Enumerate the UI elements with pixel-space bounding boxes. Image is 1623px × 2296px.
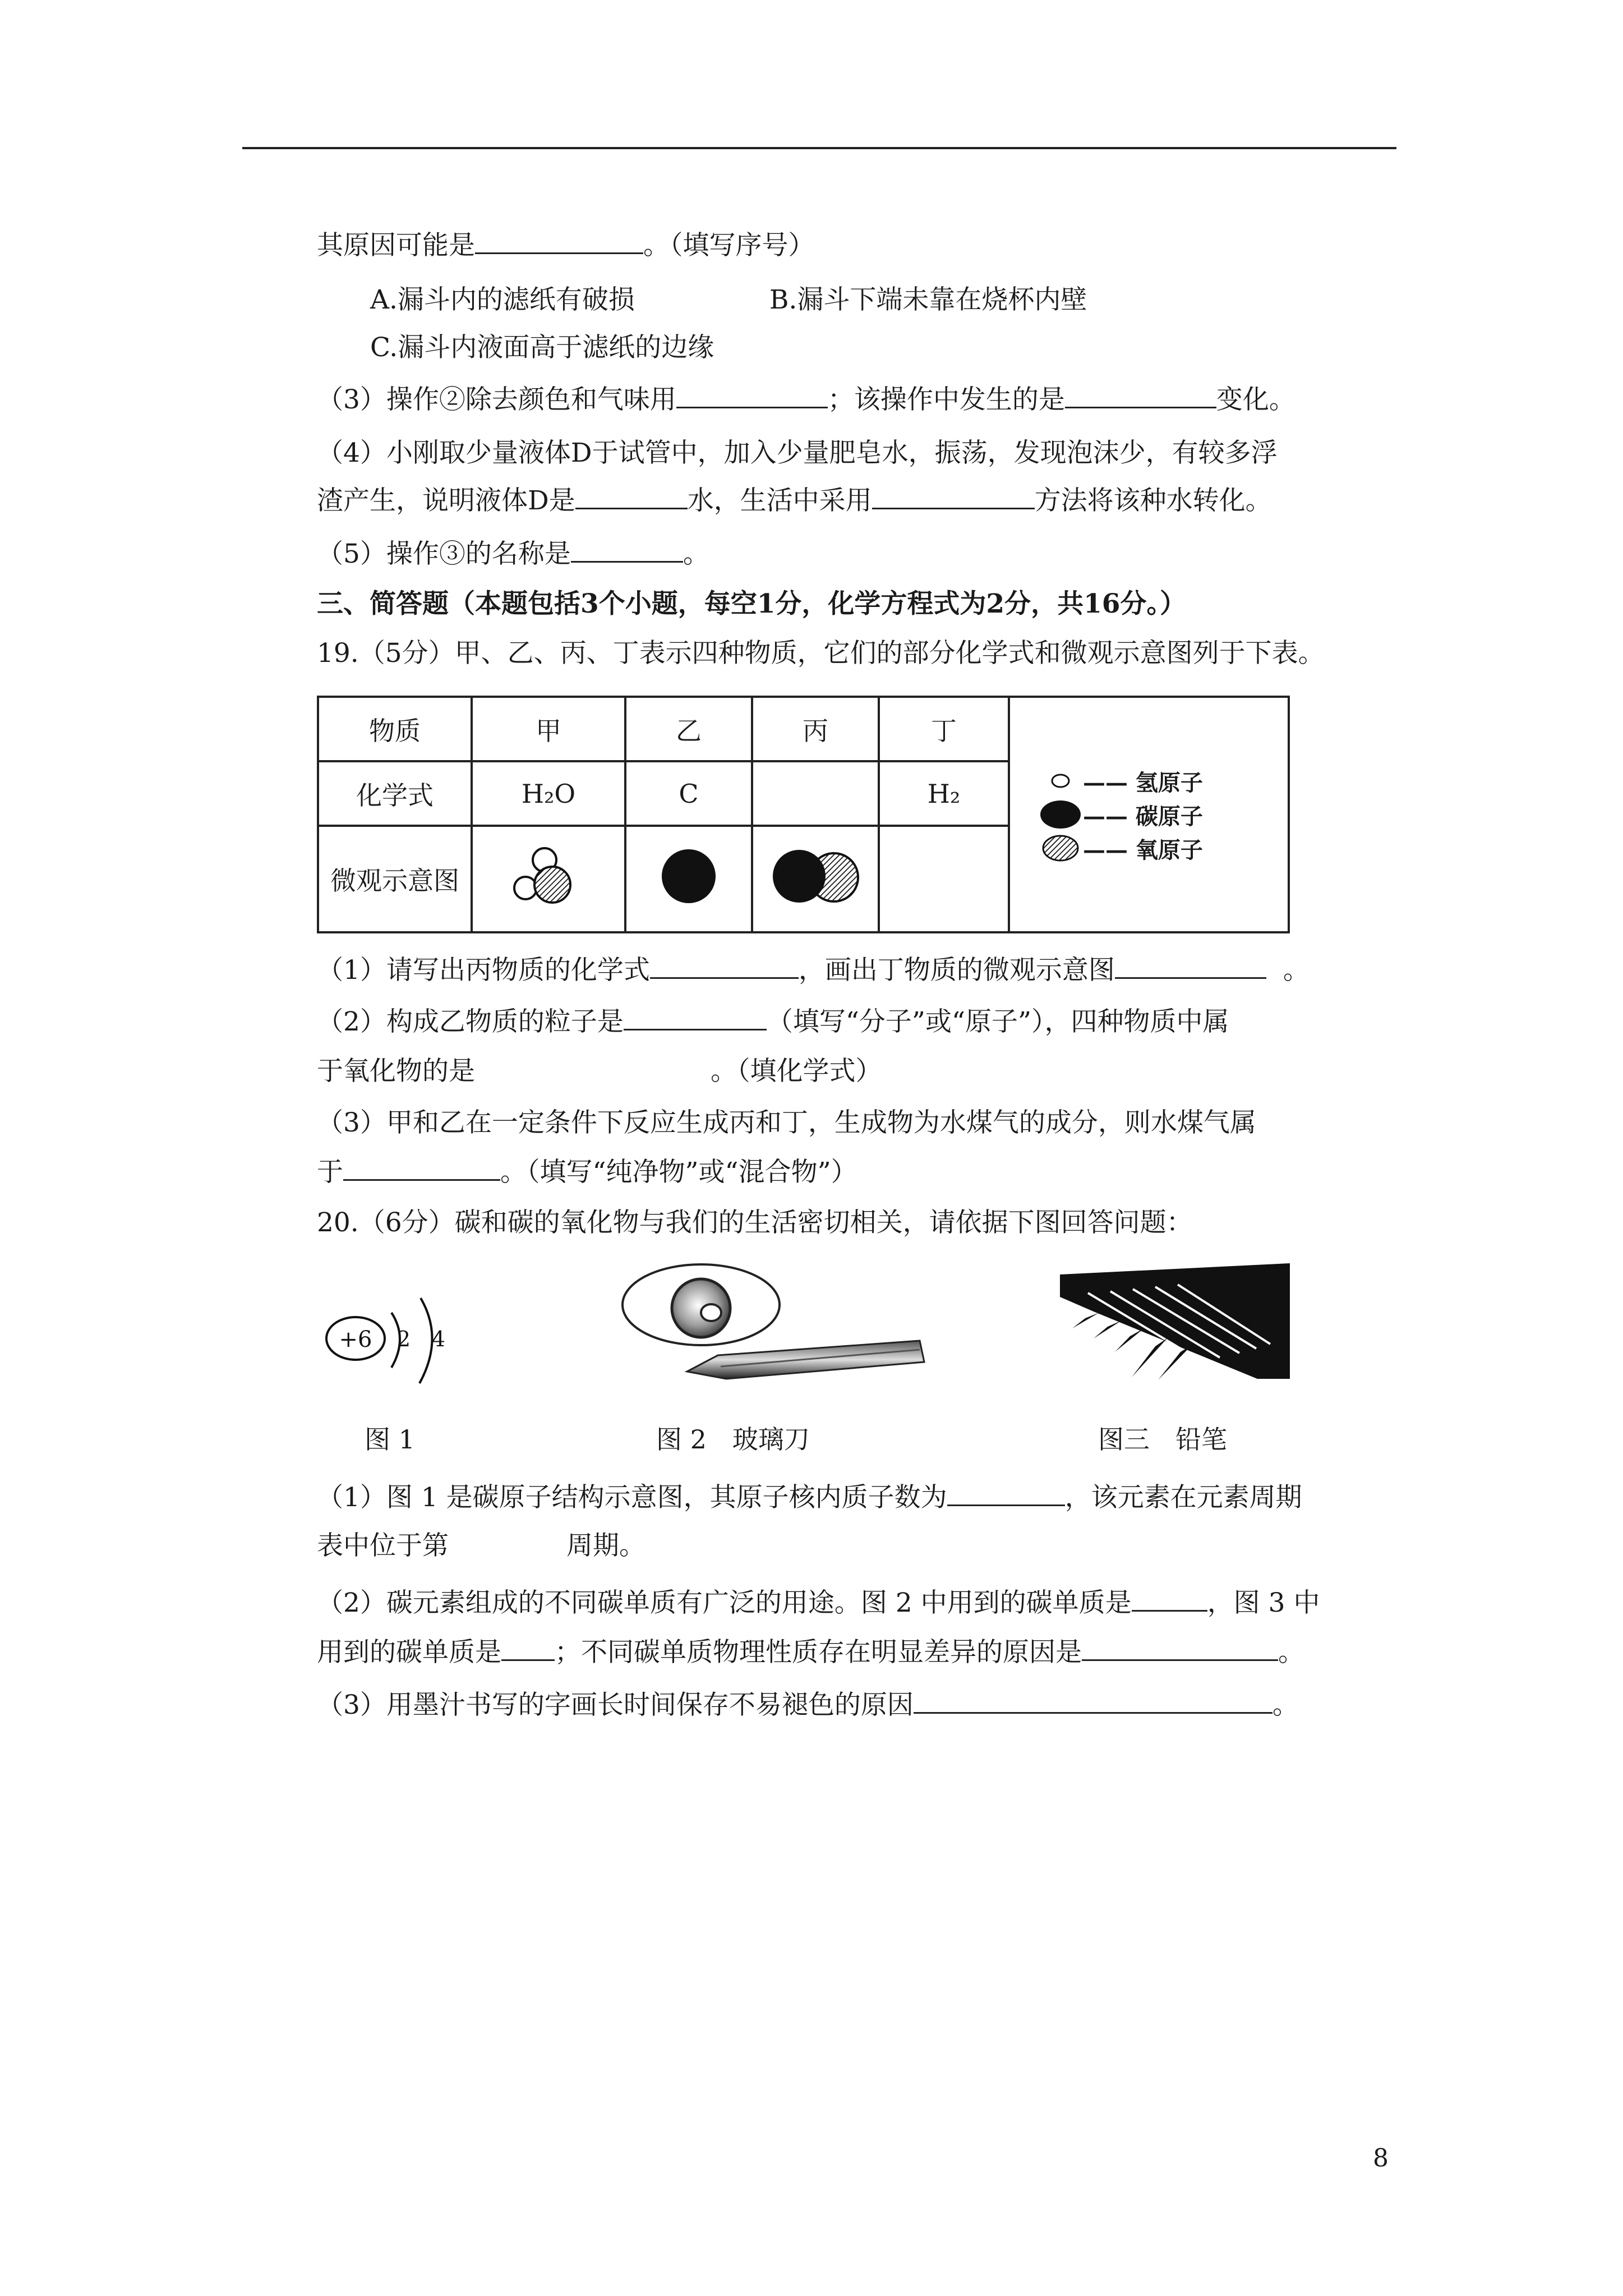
nucleus-charge: +6 xyxy=(339,1327,372,1352)
header-micro-diagram: 微观示意图 xyxy=(318,826,472,932)
carbon-atom-icon xyxy=(1038,799,1083,830)
answer-blank[interactable] xyxy=(501,1637,555,1661)
legend-oxygen: —— 氧原子 xyxy=(1038,831,1288,865)
q19-part3-line1: （3）甲和乙在一定条件下反应生成丙和丁，生成物为水煤气的成分，则水煤气属 xyxy=(317,1107,1256,1138)
hydrogen-atom-icon xyxy=(1049,772,1072,789)
shell-2-electrons: 4 xyxy=(431,1327,446,1351)
formula-ding: H₂ xyxy=(879,761,1009,826)
option-a: A.漏斗内的滤纸有破损 xyxy=(370,284,635,315)
formula-bing xyxy=(752,761,879,826)
q18-reason-line: 其原因可能是 。（填写序号） xyxy=(317,230,815,261)
answer-blank[interactable] xyxy=(475,230,643,254)
micro-yi xyxy=(625,826,752,932)
shell-1-electrons: 2 xyxy=(396,1327,411,1351)
electron-shell-2 xyxy=(419,1298,432,1383)
q20-intro: 20.（6分）碳和碳的氧化物与我们的生活密切相关，请依据下图回答问题： xyxy=(317,1207,1193,1238)
option-b: B.漏斗下端未靠在烧杯内壁 xyxy=(769,284,1087,315)
q18-part4-line1: （4）小刚取少量液体D于试管中，加入少量肥皂水，振荡，发现泡沫少，有较多浮 xyxy=(317,438,1278,468)
q19-part1: （1）请写出丙物质的化学式 ，画出丁物质的微观示意图 。 xyxy=(317,955,1310,986)
answer-blank[interactable] xyxy=(1082,1637,1278,1661)
answer-blank[interactable] xyxy=(571,539,683,563)
q18-options-ab xyxy=(370,283,1087,317)
micro-bing xyxy=(752,826,879,932)
answer-blank[interactable] xyxy=(1132,1588,1207,1612)
water-molecule-icon xyxy=(506,840,591,913)
q19-part2-line2: 于氧化物的是 。（填化学式） xyxy=(317,1056,882,1087)
glass-cutter-figure xyxy=(617,1257,931,1397)
q20-part2-line2: 用到的碳单质是 ；不同碳单质物理性质存在明显差异的原因是 。 xyxy=(317,1637,1304,1668)
answer-blank[interactable] xyxy=(1065,384,1216,408)
answer-blank[interactable] xyxy=(343,1157,500,1181)
figure-1-caption: 图 1 xyxy=(365,1424,415,1455)
answer-blank[interactable] xyxy=(872,485,1035,509)
carbon-atom-structure-figure xyxy=(314,1285,482,1397)
q20-part2-line1: （2）碳元素组成的不同碳单质有广泛的用途。图 2 中用到的碳单质是 ，图 3 中 xyxy=(317,1588,1320,1618)
answer-blank[interactable] xyxy=(1115,955,1266,979)
header-formula: 化学式 xyxy=(318,761,472,826)
q18-part3: （3）操作②除去颜色和气味用 ；该操作中发生的是 变化。 xyxy=(317,384,1295,415)
answer-blank[interactable] xyxy=(575,485,688,509)
molecule-table xyxy=(317,696,1290,933)
page-number: 8 xyxy=(1373,2144,1389,2173)
carbon-monoxide-molecule-icon xyxy=(762,843,869,910)
q18-part4-line2: 渣产生，说明液体D是 水，生活中采用 方法将该种水转化。 xyxy=(317,485,1272,516)
figure-2-caption: 图 2 玻璃刀 xyxy=(656,1424,810,1455)
answer-blank[interactable] xyxy=(914,1690,1272,1714)
substance-bing: 丙 xyxy=(752,697,879,761)
atom-legend xyxy=(1009,697,1289,932)
q19-part2-line1: （2）构成乙物质的粒子是 （填写“分子”或“原子”），四种物质中属 xyxy=(317,1006,1229,1037)
micro-jia xyxy=(472,826,625,932)
formula-yi: C xyxy=(625,761,752,826)
q18-part5: （5）操作③的名称是 。 xyxy=(317,539,709,569)
option-c: C.漏斗内液面高于滤纸的边缘 xyxy=(370,332,714,363)
q20-part1-line2: 表中位于第 周期。 xyxy=(317,1530,645,1561)
oxygen-atom-icon xyxy=(1041,834,1080,863)
header-rule xyxy=(242,147,1396,149)
answer-blank[interactable] xyxy=(676,384,828,408)
header-substance: 物质 xyxy=(318,697,472,761)
section-title: 三、简答题（本题包括3个小题，每空1分，化学方程式为2分，共16分。） xyxy=(317,588,1187,619)
q19-intro: 19.（5分）甲、乙、丙、丁表示四种物质，它们的部分化学式和微观示意图列于下表。 xyxy=(317,638,1325,669)
substance-jia: 甲 xyxy=(472,697,625,761)
q20-part3: （3）用墨汁书写的字画长时间保存不易褪色的原因 。 xyxy=(317,1690,1299,1720)
substance-yi: 乙 xyxy=(625,697,752,761)
legend-carbon: —— 碳原子 xyxy=(1038,798,1288,831)
pencils-figure xyxy=(1060,1262,1290,1391)
answer-blank[interactable] xyxy=(947,1482,1065,1506)
answer-blank[interactable] xyxy=(650,955,799,979)
carbon-atom-icon xyxy=(655,843,722,910)
substance-ding: 丁 xyxy=(879,697,1009,761)
q19-part3-line2: 于 。（填写“纯净物”或“混合物”） xyxy=(317,1157,857,1188)
q20-part1-line1: （1）图 1 是碳原子结构示意图，其原子核内质子数为 ，该元素在元素周期 xyxy=(317,1482,1302,1513)
legend-hydrogen: —— 氢原子 xyxy=(1038,764,1288,798)
answer-blank[interactable] xyxy=(624,1006,767,1030)
micro-ding-empty xyxy=(879,826,1009,932)
diamond-tip-icon xyxy=(672,1279,730,1337)
formula-jia: H₂O xyxy=(472,761,625,826)
figure-3-caption: 图三 铅笔 xyxy=(1098,1424,1227,1455)
